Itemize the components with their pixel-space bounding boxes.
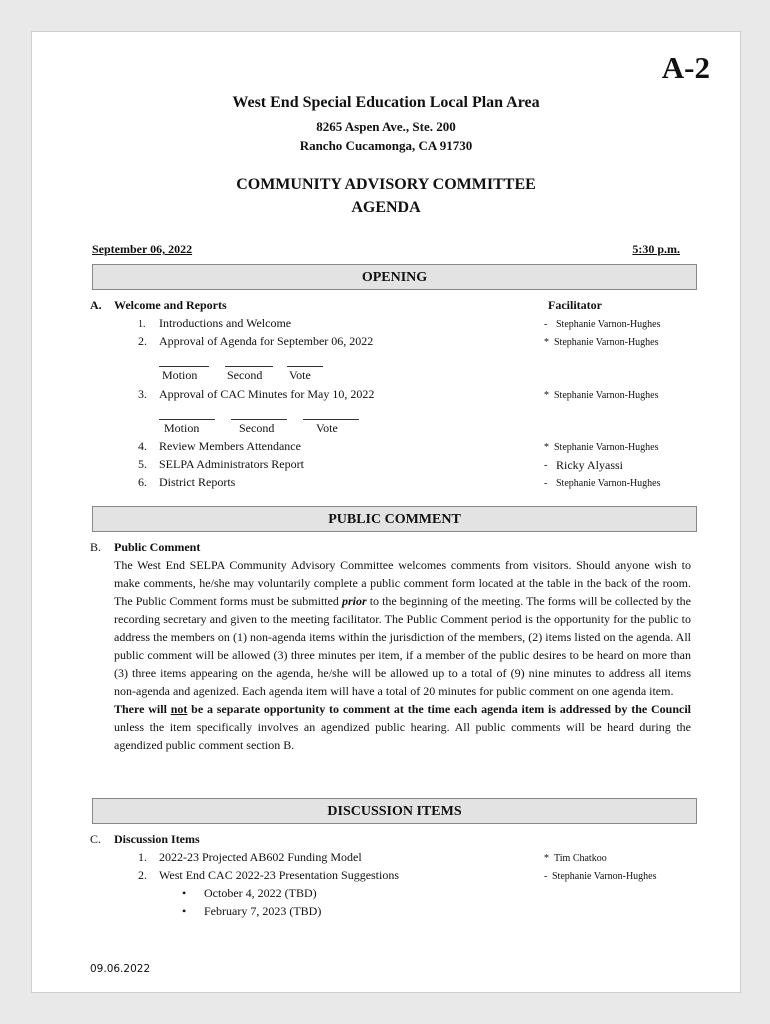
motion-blank-2: [159, 409, 215, 420]
opening-item-5-marker: -: [544, 460, 548, 471]
opening-item-1-num: 1.: [138, 319, 146, 330]
vote-blank-1: [287, 356, 323, 367]
opening-item-2-facilitator: Stephanie Varnon-Hughes: [554, 337, 659, 348]
discussion-bullet-1: • October 4, 2022 (TBD): [204, 886, 317, 901]
public-comment-paragraph-1: The West End SELPA Community Advisory Committee welcomes comments from visitors. Should anyone wish to make comments, he/she may voluntarily complete a public comment form located at the table in the back of the room. The Public Comment forms must be submitted prior to the beginning of the meeting. The forms will be collected by the recording secretary and given to the meeting facilitator. The Public Comment period is the opportunity for the public to address the members on (1) non-agenda items within the jurisdiction of the members, (2) items listed on the agenda. All public comment will be allowed (3) three minutes per item, if a member of the public desires to be heard on more than (3) three items appearing on the agenda, he/she will be allowed up to a total of (9) nine minutes to address all items non-agenda and agenized. Each agenda item will have a total of 20 minutes for public comment on one agenda item.: [114, 558, 691, 698]
meeting-date: September 06, 2022: [92, 242, 193, 256]
section-bar-public-comment: PUBLIC COMMENT: [92, 506, 697, 532]
discussion-item-2-text: West End CAC 2022-23 Presentation Suggestions: [159, 868, 400, 882]
opening-item-3-text: Approval of CAC Minutes for May 10, 2022: [159, 387, 375, 401]
section-bar-opening: OPENING: [92, 264, 697, 290]
document-subtitle: AGENDA: [351, 199, 421, 216]
opening-item-1-facilitator: Stephanie Varnon-Hughes: [556, 319, 661, 330]
discussion-item-1-facilitator: Tim Chatkoo: [554, 853, 607, 864]
discussion-item-2-marker: -: [544, 871, 548, 882]
facilitator-header: Facilitator: [548, 298, 602, 312]
address-line-1: 8265 Aspen Ave., Ste. 200: [316, 119, 456, 134]
motion-label-1: Motion: [162, 368, 198, 382]
section-a-title: Welcome and Reports: [114, 298, 227, 312]
address-line-2: Rancho Cucamonga, CA 91730: [299, 138, 473, 153]
opening-item-6-text: District Reports: [159, 475, 236, 489]
org-name: West End Special Education Local Plan Area: [232, 94, 540, 111]
discussion-item-1-num: 1.: [138, 850, 147, 864]
vote-label-2: Vote: [316, 421, 338, 435]
section-a-label: A.: [90, 298, 102, 312]
document-page: [31, 31, 741, 993]
vote-label-1: Vote: [289, 368, 311, 382]
emphasis-prior: prior: [341, 594, 367, 608]
meeting-time: 5:30 p.m.: [632, 242, 680, 256]
opening-item-3-num: 3.: [138, 387, 147, 401]
opening-item-5-num: 5.: [138, 457, 147, 471]
discussion-item-1-text: 2022-23 Projected AB602 Funding Model: [159, 850, 362, 864]
public-comment-body: [114, 556, 691, 754]
discussion-item-2-facilitator: Stephanie Varnon-Hughes: [552, 871, 657, 882]
section-c-label: C.: [90, 832, 102, 846]
opening-item-1-text: Introductions and Welcome: [159, 316, 292, 330]
opening-item-3-facilitator: Stephanie Varnon-Hughes: [554, 390, 659, 401]
section-b-label: B.: [90, 540, 102, 554]
document-title: COMMUNITY ADVISORY COMMITTEE: [236, 176, 536, 193]
discussion-item-1-marker: *: [544, 853, 549, 864]
section-bar-discussion: DISCUSSION ITEMS: [92, 798, 697, 824]
vote-blank-2: [303, 409, 359, 420]
opening-item-1-marker: -: [544, 319, 548, 330]
opening-item-2-marker: *: [544, 337, 549, 348]
opening-item-4-facilitator: Stephanie Varnon-Hughes: [554, 442, 659, 453]
section-b-title: Public Comment: [114, 540, 201, 554]
opening-item-4-num: 4.: [138, 439, 147, 453]
second-blank-1: [225, 356, 273, 367]
second-blank-2: [231, 409, 287, 420]
opening-item-5-facilitator: Ricky Alyassi: [556, 458, 624, 472]
second-label-2: Second: [239, 421, 275, 435]
opening-item-3-marker: *: [544, 390, 549, 401]
discussion-bullet-2: • February 7, 2023 (TBD): [204, 904, 321, 919]
motion-label-2: Motion: [164, 421, 200, 435]
page-id: A-2: [661, 50, 710, 85]
emphasis-not: not: [170, 702, 188, 716]
section-c-title: Discussion Items: [114, 832, 200, 846]
footer-date: 09.06.2022: [90, 963, 151, 975]
opening-item-4-marker: *: [544, 442, 549, 453]
opening-item-6-marker: -: [544, 478, 548, 489]
second-label-1: Second: [227, 368, 263, 382]
opening-item-2-text: Approval of Agenda for September 06, 2022: [159, 334, 374, 348]
motion-blank-1: [159, 356, 209, 367]
opening-item-6-num: 6.: [138, 475, 147, 489]
public-comment-paragraph-2: There will not be a separate opportunity to comment at the time each agenda item is addressed by the Council unless the item specifically involves an agendized public hearing. All public comments will be heard during the agendized public comment section B.: [114, 702, 691, 752]
opening-item-6-facilitator: Stephanie Varnon-Hughes: [556, 478, 661, 489]
opening-item-2-num: 2.: [138, 334, 147, 348]
opening-item-4-text: Review Members Attendance: [159, 439, 301, 453]
discussion-item-2-num: 2.: [138, 868, 147, 882]
opening-item-5-text: SELPA Administrators Report: [159, 457, 304, 471]
